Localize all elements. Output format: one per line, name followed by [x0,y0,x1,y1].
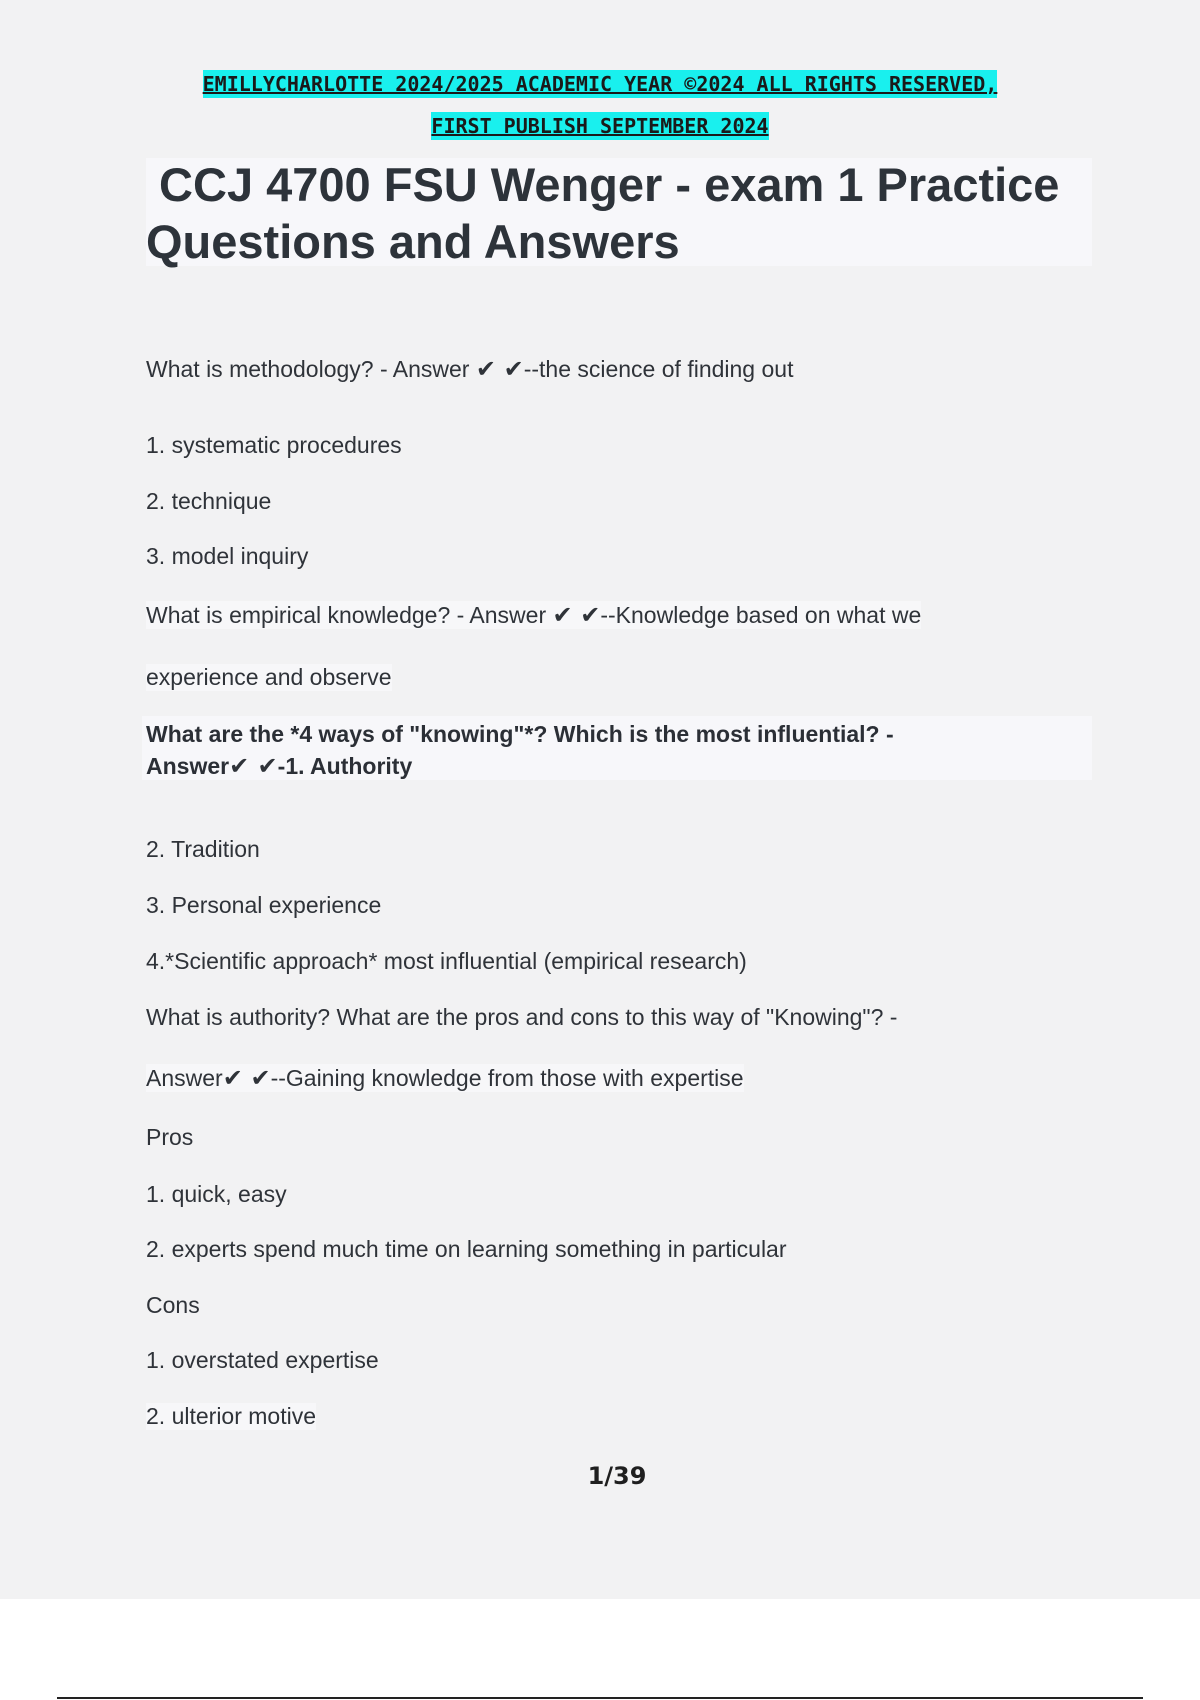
answer-text: -1. Authority [277,753,413,779]
question-text-line-1: What are the *4 ways of "knowing"*? Which is the most influential? - [146,721,894,747]
list-item: 1. overstated expertise [146,1347,379,1373]
list-item: 2. technique [146,488,272,514]
list-item: 4.*Scientific approach* most influential (empirical research) [146,948,747,974]
list-item: 2. Tradition [146,836,260,862]
answer-text: --Gaining knowledge from those with expertise [270,1065,744,1091]
list-item: 1. systematic procedures [146,432,402,458]
list-item: 3. Personal experience [146,892,382,918]
answer-text: --Knowledge based on what we [600,602,922,628]
cons-label: Cons [146,1292,200,1318]
title-line-2: Questions and Answers [146,215,680,268]
list-item: 2. experts spend much time on learning something in particular [146,1236,787,1262]
question-text-line-2: Answer [146,753,230,779]
question-empirical-knowledge [146,601,921,629]
question-text: Answer [146,1065,223,1091]
answer-continuation: experience and observe [146,664,392,690]
checkmark-icon: ✔ ✔ [222,1064,271,1092]
title-line-1: CCJ 4700 FSU Wenger - exam 1 Practice [146,158,1060,211]
question-ways-of-knowing [146,718,894,782]
copyright-header-line-1: EMILLYCHARLOTTE 2024/2025 ACADEMIC YEAR ©2024 ALL RIGHTS RESERVED, [202,72,998,96]
question-authority-line-1: What is authority? What are the pros and cons to this way of "Knowing"? - [146,1004,898,1030]
list-item: 2. ulterior motive [146,1403,317,1429]
page-number: 1/39 [587,1462,647,1490]
pros-label: Pros [146,1124,194,1150]
list-item: 3. model inquiry [146,543,309,569]
checkmark-icon: ✔ ✔ [552,601,601,629]
copyright-header-line-2: FIRST PUBLISH SEPTEMBER 2024 [431,114,769,138]
list-item: 1. quick, easy [146,1181,287,1207]
answer-text: --the science of finding out [523,356,794,382]
question-authority-line-2 [146,1064,744,1092]
divider [57,1697,1143,1699]
checkmark-icon: ✔ ✔ [229,752,278,780]
question-text: What is methodology? - Answer [146,356,470,382]
question-methodology [146,355,793,383]
question-text: What is empirical knowledge? - Answer [146,602,547,628]
checkmark-icon: ✔ ✔ [475,355,524,383]
document-title [146,156,1059,270]
